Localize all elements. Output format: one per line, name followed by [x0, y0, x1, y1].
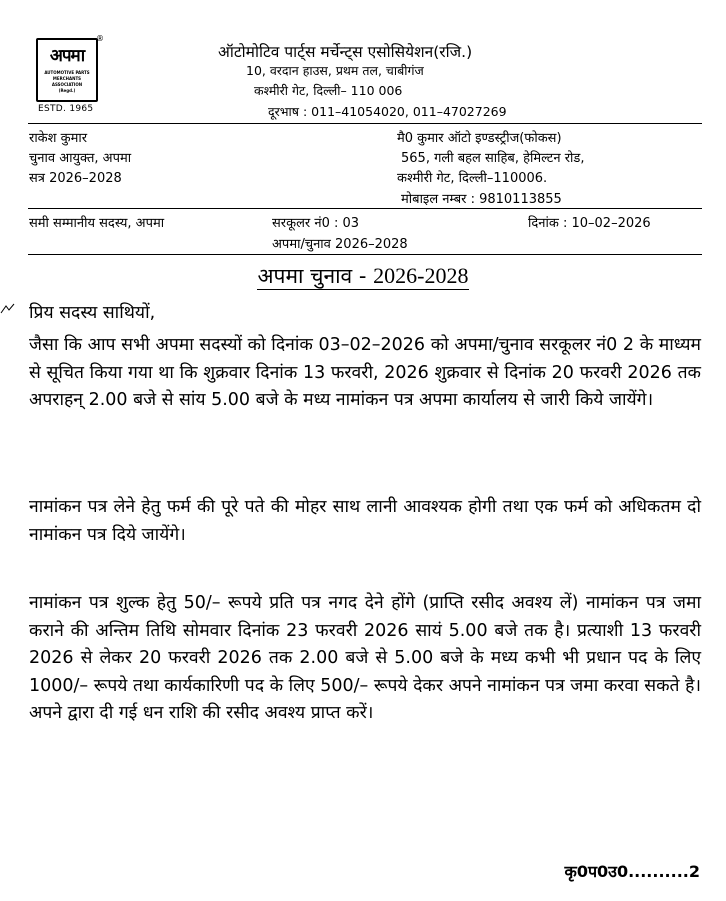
block-divider	[28, 208, 702, 209]
association-logo	[34, 34, 102, 112]
margin-mark-icon	[0, 303, 16, 319]
body-paragraph-2: नामांकन पत्र लेने हेतु फर्म की पूरे पते की मोहर साथ लानी आवश्यक होगी तथा एक फर्म को अधिकतम दो नामांकन पत्र दिये जायेंगे।	[29, 497, 701, 545]
logo-text: अपमा	[49, 46, 85, 66]
logo-caption-line: MERCHANTS	[52, 76, 82, 81]
firm-address1: 565, गली बहल साहिब, हेमिल्टन रोड,	[401, 151, 585, 166]
page-continued: कृ0प0उ0..........2	[564, 862, 700, 881]
officer-name: राकेश कुमार	[29, 131, 88, 146]
registered-mark: ®	[96, 34, 104, 43]
org-name: ऑटोमोटिव पार्ट्स मर्चेन्ट्स एसोसियेशन(रजि.)	[218, 43, 473, 61]
circular-divider	[28, 254, 702, 255]
body-paragraph-1: जैसा कि आप सभी अपमा सदस्यों को दिनांक 03–02–2026 को अपमा/चुनाव सरकूलर नं0 2 के माध्यम से सूचित किया गया था कि शुक्रवार दिनांक 13 फरवरी, 2026 शुक्रवार से दिनांक 20 फरवरी 2026 तक अपराहन् 2.00 बजे से सांय 5.00 बजे के मध्य नामांकन पत्र अपमा कार्यालय से जारी किये जायेंगे।	[29, 335, 701, 410]
logo-caption-line: (Regd.)	[58, 88, 76, 93]
body-paragraph-3: नामांकन पत्र शुल्क हेतु 50/– रूपये प्रति पत्र नगद देने होंगे (प्राप्ति रसीद अवश्य लें) नामांकन पत्र जमा कराने की अन्तिम तिथि सोमवार दिनांक 23 फरवरी 2026 सायं 5.00 बजे तक है। प्रत्याशी 13 फरवरी 2026 से लेकर 20 फरवरी 2026 तक 2.00 बजे से 5.00 बजे के मध्य कभी भी प्रधान पद के लिए 1000/– रूपये तथा कार्यकारिणी पद के लिए 500/– रूपये देकर अपने नामांकन पत्र जमा करवा सकते है। अपने द्वारा दी गई धन राशि की रसीद अवश्य प्राप्त करें।	[29, 593, 701, 723]
page-title	[0, 262, 726, 290]
circular-date: दिनांक : 10–02–2026	[528, 216, 651, 231]
firm-mobile: मोबाइल नम्बर : 9810113855	[401, 192, 562, 207]
logo-estd: ESTD. 1965	[38, 104, 94, 114]
title-text: अपमा चुनाव -	[257, 264, 374, 288]
circular-number: सरकूलर नं0 : 03	[272, 216, 360, 231]
salutation: प्रिय सदस्य साथियों,	[29, 303, 156, 323]
logo-emblem	[36, 38, 98, 102]
firm-name: मै0 कुमार ऑटो इण्डस्ट्रीज(फोकस)	[397, 131, 562, 146]
circular-recipient: समी सम्मानीय सदस्य, अपमा	[29, 216, 165, 231]
header-divider	[28, 123, 702, 124]
org-phone: दूरभाष : 011–41054020, 011–47027269	[268, 104, 507, 119]
logo-caption-line: ASSOCIATION	[51, 82, 83, 87]
firm-address2: कश्मीरी गेट, दिल्ली–110006.	[397, 171, 548, 186]
circular-reference: अपमा/चुनाव 2026–2028	[272, 237, 408, 252]
org-address-line2: कश्मीरी गेट, दिल्ली– 110 006	[254, 83, 403, 98]
logo-caption-line: AUTOMOTIVE PARTS	[44, 70, 90, 75]
officer-designation: चुनाव आयुक्त, अपमा	[29, 151, 132, 166]
officer-session: सत्र 2026–2028	[29, 171, 122, 186]
org-address-line1: 10, वरदान हाउस, प्रथम तल, चाबीगंज	[246, 63, 424, 78]
title-year: 2026-2028	[373, 263, 469, 288]
